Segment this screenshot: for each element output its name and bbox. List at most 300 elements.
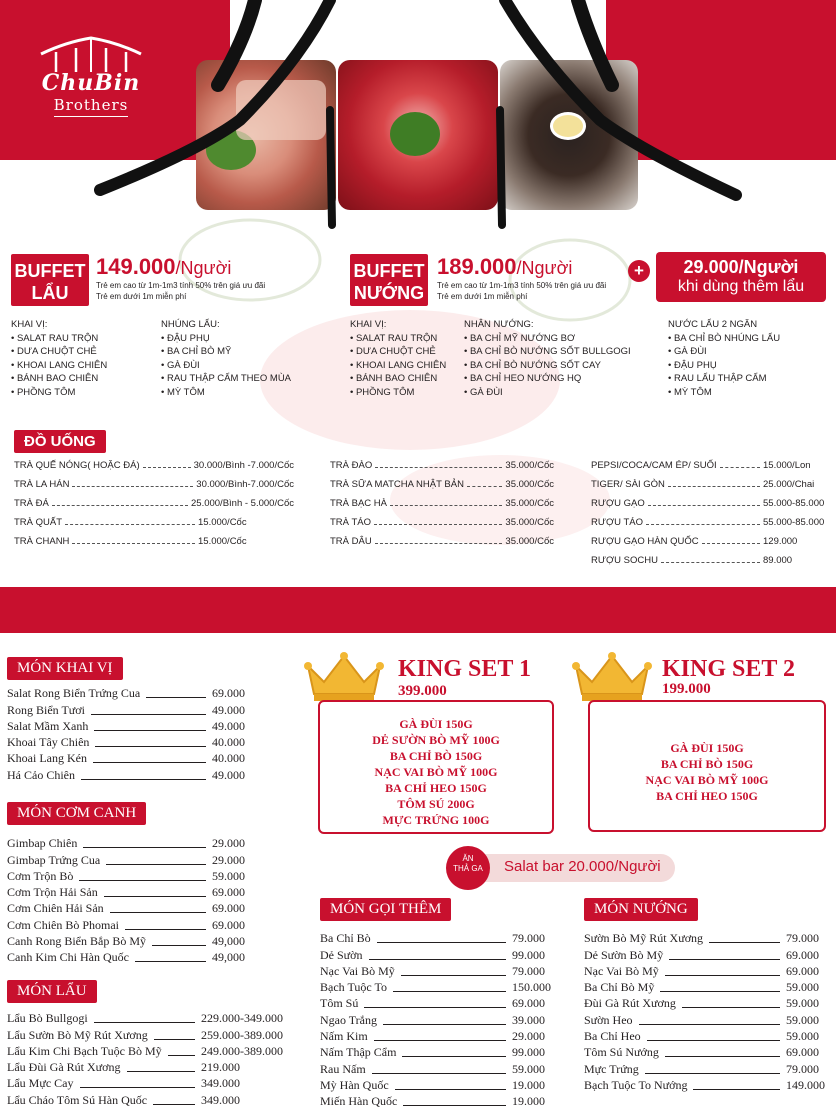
list-item: BA CHỈ BÒ 150G xyxy=(389,749,483,763)
list-item: BA CHỈ HEO 150G xyxy=(385,781,487,795)
table-row xyxy=(7,884,245,900)
drink-price: 15.000/Cốc xyxy=(198,517,247,528)
table-row xyxy=(320,995,556,1011)
dish-name: Nấm Thập Cẩm xyxy=(320,1045,397,1060)
buffet-nuong-khai-vi-title: KHAI VỊ: xyxy=(350,319,387,330)
leader-line xyxy=(110,912,206,913)
table-row xyxy=(584,1044,830,1060)
leader-line xyxy=(403,1105,506,1106)
dish-name: Cơm Chiên Hải Sản xyxy=(7,901,104,916)
brand-subtitle: Brothers xyxy=(54,96,129,117)
drink-name: RƯỢU GẠO xyxy=(591,498,645,509)
dish-name: Cơm Chiên Bò Phomai xyxy=(7,917,120,932)
drink-price: 15.000/Lon xyxy=(763,460,811,471)
table-row xyxy=(7,685,245,701)
drink-name: TRÀ QUẾ NÓNG( HOẶC ĐÁ) xyxy=(14,460,140,471)
drink-price: 30.000/Bình -7.000/Cốc xyxy=(193,460,294,471)
dish-price: 19.000 xyxy=(512,1094,545,1109)
dish-name: Ba Chỉ Bò xyxy=(320,931,371,946)
dish-price: 39.000 xyxy=(512,1012,545,1027)
dish-name: Cơm Trộn Hải Sản xyxy=(7,885,98,900)
dish-price: 59.000 xyxy=(786,1029,819,1044)
dish-price: 79.000 xyxy=(512,963,545,978)
table-row xyxy=(7,718,245,734)
table-row xyxy=(7,701,245,717)
buffet-nuong-price-value: 189.000 xyxy=(437,254,517,279)
dish-price: 69.000 xyxy=(212,885,245,900)
buffet-lau-price xyxy=(96,254,231,280)
dish-price: 59.000 xyxy=(786,1012,819,1027)
table-row xyxy=(330,490,554,509)
com-canh-list xyxy=(7,835,245,965)
leader-line xyxy=(395,1089,506,1090)
table-row xyxy=(7,1043,297,1059)
table-row xyxy=(591,528,831,547)
leader-dots xyxy=(143,467,191,468)
dish-price: 79.000 xyxy=(512,931,545,946)
leader-line xyxy=(127,1071,195,1072)
list-item: • DƯA CHUỘT CHẺ xyxy=(350,346,436,357)
leader-line xyxy=(693,1089,780,1090)
brand-script: ChuBin xyxy=(41,70,141,96)
list-item: • BA CHỈ BÒ NƯỚNG SỐT CAY xyxy=(464,359,601,371)
table-row xyxy=(7,1026,297,1042)
buffet-lau-note-1: Trẻ em cao từ 1m-1m3 tính 50% trên giá ưu đãi xyxy=(96,281,266,290)
buffet-nuong-nhan-nuong xyxy=(464,318,664,399)
leader-line xyxy=(91,714,206,715)
table-row xyxy=(320,1077,556,1093)
list-item: • GÀ ĐÙI xyxy=(161,359,200,371)
table-row xyxy=(7,734,245,750)
table-row xyxy=(7,750,245,766)
table-row xyxy=(7,835,245,851)
buffet-nuong-notes xyxy=(437,280,606,302)
list-item: BA CHỈ HEO 150G xyxy=(656,789,758,803)
buffet-nuong-tag-line1: BUFFET xyxy=(353,261,425,281)
leader-dots xyxy=(390,505,502,506)
table-row xyxy=(584,1060,830,1076)
dish-name: Mực Trứng xyxy=(584,1061,639,1076)
list-item: • ĐẬU PHỤ xyxy=(161,332,210,344)
list-item: • BÁNH BAO CHIÊN xyxy=(11,373,99,384)
dish-name: Sườn Bò Mỹ Rút Xương xyxy=(584,931,704,946)
dish-name: Ngao Trắng xyxy=(320,1012,378,1027)
leader-line xyxy=(669,959,780,960)
dish-price: 40.000 xyxy=(212,735,245,750)
dish-name: Ba Chỉ Bò Mỹ xyxy=(584,980,655,995)
dish-name: Mỳ Hàn Quốc xyxy=(320,1077,389,1092)
leader-line xyxy=(94,1022,195,1023)
leader-line xyxy=(369,959,506,960)
dish-price: 49.000 xyxy=(212,702,245,717)
drink-name: PEPSI/COCA/CAM ÉP/ SUỐI xyxy=(591,460,717,471)
leader-line xyxy=(93,762,206,763)
drink-name: TRÀ ĐÁ xyxy=(14,498,49,509)
table-row xyxy=(591,471,831,490)
table-row xyxy=(584,1011,830,1027)
table-row xyxy=(584,995,830,1011)
dish-name: Gimbap Chiên xyxy=(7,836,78,851)
buffet-lau-tag-line1: BUFFET xyxy=(14,261,86,281)
table-row xyxy=(14,528,294,547)
leader-line xyxy=(135,961,206,962)
nuong-list xyxy=(584,930,830,1093)
dish-name: Miến Hàn Quốc xyxy=(320,1094,398,1109)
table-row xyxy=(14,490,294,509)
drink-name: TRÀ QUẤT xyxy=(14,517,63,528)
dish-name: Há Cảo Chiên xyxy=(7,767,75,782)
dish-price: 59.000 xyxy=(786,980,819,995)
badge-line-2: THẢ GA xyxy=(453,864,483,873)
drinks-column-2 xyxy=(330,452,554,547)
table-row xyxy=(320,930,556,946)
dish-price: 49.000 xyxy=(212,767,245,782)
leader-dots xyxy=(65,524,195,525)
table-row xyxy=(14,452,294,471)
leader-line xyxy=(154,1039,195,1040)
drink-name: RƯỢU GẠO HÀN QUỐC xyxy=(591,536,699,547)
table-row xyxy=(14,509,294,528)
dish-name: Lẩu Mực Cay xyxy=(7,1076,74,1091)
buffet-lau-khai-vi-title: KHAI VỊ: xyxy=(11,319,48,330)
leader-dots xyxy=(72,486,193,487)
dish-name: Nạc Vai Bò Mỹ xyxy=(584,963,659,978)
leader-line xyxy=(95,746,206,747)
table-row xyxy=(7,766,245,782)
table-row xyxy=(584,963,830,979)
dish-name: Gimbap Trứng Cua xyxy=(7,852,101,867)
list-item: GÀ ĐÙI 150G xyxy=(399,717,473,731)
dish-name: Nấm Kim xyxy=(320,1029,368,1044)
buffet-nuong-tag-line2: NƯỚNG xyxy=(353,283,425,303)
dish-name: Khoai Tây Chiên xyxy=(7,735,90,750)
table-row xyxy=(7,1091,297,1107)
dish-price: 69.000 xyxy=(786,947,819,962)
leader-line xyxy=(401,975,506,976)
buffet-lau-notes xyxy=(96,280,265,302)
buffet-nuong-price-unit: /Người xyxy=(516,258,573,278)
list-item: • KHOAI LANG CHIÊN xyxy=(350,359,447,371)
dish-price: 229.000-349.000 xyxy=(201,1011,283,1026)
salat-bar-banner: Salat bar 20.000/Người xyxy=(470,854,675,882)
leader-line xyxy=(647,1040,780,1041)
leader-line xyxy=(364,1007,506,1008)
dish-name: Dẻ Sườn Bò Mỹ xyxy=(584,947,664,962)
list-item: • BA CHỈ BÒ MỸ xyxy=(161,346,232,357)
section-divider-band xyxy=(0,587,836,633)
dish-name: Salat Rong Biển Trứng Cua xyxy=(7,686,141,701)
dish-price: 150.000 xyxy=(512,980,551,995)
list-item: BA CHỈ BÒ 150G xyxy=(660,757,754,771)
crown-icon xyxy=(570,652,654,704)
crown-icon xyxy=(302,652,386,704)
list-item: • BA CHỈ BÒ NHÚNG LẨU xyxy=(668,332,781,344)
list-item: • PHỒNG TÔM xyxy=(11,386,76,398)
leader-line xyxy=(393,991,506,992)
dish-price: 99.000 xyxy=(512,947,545,962)
dish-price: 29.000 xyxy=(212,836,245,851)
table-row xyxy=(320,1028,556,1044)
table-row xyxy=(7,851,245,867)
buffet-nuong-main-title: NHÂN NƯỚNG: xyxy=(464,319,534,330)
table-row xyxy=(320,979,556,995)
leader-dots xyxy=(720,467,760,468)
list-item: • PHỒNG TÔM xyxy=(350,386,415,398)
list-item: • SALAT RAU TRỘN xyxy=(11,332,99,344)
leader-line xyxy=(645,1073,780,1074)
addon-title: NƯỚC LẨU 2 NGĂN xyxy=(668,319,758,330)
buffet-nuong-tag xyxy=(350,254,428,306)
drink-name: TRÀ DÂU xyxy=(330,536,372,547)
buffet-nuong-khai-vi xyxy=(350,318,460,399)
dish-price: 29.000 xyxy=(512,1029,545,1044)
list-item: TÔM SÚ 200G xyxy=(397,797,475,811)
king-set-2-box xyxy=(588,700,826,832)
table-row xyxy=(330,528,554,547)
buffet-lau-main-title: NHÚNG LẨU: xyxy=(161,319,220,330)
leader-line xyxy=(639,1024,780,1025)
khai-vi-list xyxy=(7,685,245,783)
table-row xyxy=(320,1044,556,1060)
dish-price: 69.000 xyxy=(786,963,819,978)
list-item: • SALAT RAU TRỘN xyxy=(350,332,438,344)
lau-title: MÓN LẨU xyxy=(7,980,97,1003)
lau-list xyxy=(7,1010,297,1108)
dish-price: 349.000 xyxy=(201,1076,240,1091)
leader-dots xyxy=(648,505,760,506)
goi-them-list xyxy=(320,930,556,1109)
table-row xyxy=(14,471,294,490)
nuong-title: MÓN NƯỚNG xyxy=(584,898,698,921)
dish-name: Bạch Tuộc To xyxy=(320,980,387,995)
buffet-lau-khai-vi xyxy=(11,318,151,399)
leader-dots xyxy=(646,524,760,525)
list-item: • RAU THẬP CẨM THEO MÙA xyxy=(161,373,292,384)
dish-name: Sườn Heo xyxy=(584,1012,633,1027)
table-row xyxy=(584,1077,830,1093)
dish-price: 59.000 xyxy=(786,996,819,1011)
leader-line xyxy=(81,779,206,780)
leader-line xyxy=(79,880,206,881)
goi-them-title: MÓN GỌI THÊM xyxy=(320,898,451,921)
leader-line xyxy=(660,991,780,992)
addon-price: 29.000/Người xyxy=(683,257,799,277)
dish-name: Tôm Sú Nướng xyxy=(584,1045,659,1060)
leader-line xyxy=(146,697,206,698)
table-row xyxy=(7,868,245,884)
dish-name: Lẩu Bò Bullgogi xyxy=(7,1011,88,1026)
leader-dots xyxy=(52,505,188,506)
drinks-column-1 xyxy=(14,452,294,547)
list-item: • MỲ TÔM xyxy=(161,386,205,398)
table-row xyxy=(591,490,831,509)
leader-dots xyxy=(668,486,760,487)
buffet-nuong-note-2: Trẻ em dưới 1m miễn phí xyxy=(437,292,528,301)
dish-price: 99.000 xyxy=(512,1045,545,1060)
table-row xyxy=(584,946,830,962)
list-item: • GÀ ĐÙI xyxy=(668,346,707,357)
dish-name: Lẩu Kim Chi Bạch Tuộc Bò Mỹ xyxy=(7,1043,162,1058)
buffet-lau-price-unit: /Người xyxy=(175,258,232,278)
com-canh-title: MÓN CƠM CANH xyxy=(7,802,146,825)
dish-price: 69.000 xyxy=(212,686,245,701)
leader-dots xyxy=(375,467,502,468)
leader-dots xyxy=(661,562,760,563)
table-row xyxy=(7,1059,297,1075)
dish-name: Canh Rong Biển Bắp Bò Mỹ xyxy=(7,934,147,949)
addon-desc: khi dùng thêm lẩu xyxy=(677,278,805,295)
king-set-2-title: KING SET 2 xyxy=(662,656,795,682)
dish-price: 59.000 xyxy=(512,1061,545,1076)
leader-line xyxy=(125,929,206,930)
buffet-lau-price-value: 149.000 xyxy=(96,254,176,279)
table-row xyxy=(584,1028,830,1044)
dish-name: Bạch Tuộc To Nướng xyxy=(584,1077,688,1092)
drinks-title: ĐỒ UỐNG xyxy=(14,430,106,453)
drink-price: 25.000/Bình - 5.000/Cốc xyxy=(191,498,294,509)
table-row xyxy=(7,900,245,916)
leader-line xyxy=(80,1087,196,1088)
leader-dots xyxy=(467,486,502,487)
list-item: • DƯA CHUỘT CHẺ xyxy=(11,346,97,357)
list-item: • ĐẬU PHỤ xyxy=(668,359,717,371)
leader-dots xyxy=(375,543,503,544)
table-row xyxy=(330,471,554,490)
drink-price: 30.000/Bình-7.000/Cốc xyxy=(196,479,294,490)
drink-name: RƯỢU TÁO xyxy=(591,517,643,528)
leader-line xyxy=(83,847,206,848)
list-item: • GÀ ĐÙI xyxy=(464,386,503,398)
dish-price: 69.000 xyxy=(212,917,245,932)
leader-line xyxy=(377,942,506,943)
buffet-lau-nhung-lau xyxy=(161,318,331,399)
dish-price: 79.000 xyxy=(786,1061,819,1076)
brand-logo xyxy=(36,30,146,125)
dish-price: 219.000 xyxy=(201,1060,240,1075)
dish-price: 149.000 xyxy=(786,1077,825,1092)
leader-dots xyxy=(72,543,195,544)
leader-line xyxy=(709,942,780,943)
leader-line xyxy=(402,1056,506,1057)
king-set-2-price: 199.000 xyxy=(662,681,711,697)
drink-name: TIGER/ SÀI GÒN xyxy=(591,479,665,490)
leader-line xyxy=(152,945,206,946)
plus-icon: + xyxy=(628,260,650,282)
dish-name: Cơm Trộn Bò xyxy=(7,868,74,883)
dish-name: Khoai Lang Kén xyxy=(7,751,87,766)
table-row xyxy=(591,547,831,566)
badge-line-1: ĂN xyxy=(462,854,474,863)
list-item: • BÁNH BAO CHIÊN xyxy=(350,373,438,384)
addon-price-box xyxy=(656,252,826,302)
buffet-lau-tag-line2: LẨU xyxy=(31,283,69,303)
drink-name: TRÀ ĐÀO xyxy=(330,460,373,471)
dish-name: Lẩu Sườn Bò Mỹ Rút Xương xyxy=(7,1027,148,1042)
dish-name: Rau Nấm xyxy=(320,1061,366,1076)
table-row xyxy=(7,933,245,949)
table-row xyxy=(591,509,831,528)
drinks-column-3 xyxy=(591,452,831,566)
table-row xyxy=(320,963,556,979)
buffet-nuong-price xyxy=(437,254,572,280)
dish-name: Ba Chỉ Heo xyxy=(584,1029,641,1044)
drink-price: 35.000/Cốc xyxy=(505,517,554,528)
table-row xyxy=(320,1093,556,1109)
table-row xyxy=(7,1075,297,1091)
dish-name: Đùi Gà Rút Xương xyxy=(584,996,676,1011)
addon-list xyxy=(668,318,828,399)
dish-price: 49.000 xyxy=(212,718,245,733)
dish-price: 69.000 xyxy=(212,901,245,916)
dish-price: 69.000 xyxy=(512,996,545,1011)
dish-name: Lẩu Đùi Gà Rút Xương xyxy=(7,1060,121,1075)
table-row xyxy=(320,946,556,962)
drink-price: 55.000-85.000 xyxy=(763,517,825,528)
drink-price: 35.000/Cốc xyxy=(505,479,554,490)
drink-name: RƯỢU SOCHU xyxy=(591,555,658,566)
list-item: • BA CHỈ HEO NƯỚNG HQ xyxy=(464,373,582,384)
leader-line xyxy=(94,730,206,731)
list-item: DẺ SƯỜN BÒ MỸ 100G xyxy=(372,733,500,747)
king-set-1-price: 399.000 xyxy=(398,683,447,699)
king-set-1-title: KING SET 1 xyxy=(398,656,531,682)
list-item: • KHOAI LANG CHIÊN xyxy=(11,359,108,371)
list-item: • BA CHỈ BÒ NƯỚNG SỐT BULLGOGI xyxy=(464,346,631,357)
drink-price: 25.000/Chai xyxy=(763,479,815,490)
buffet-nuong-note-1: Trẻ em cao từ 1m-1m3 tính 50% trên giá ưu đãi xyxy=(437,281,607,290)
leader-dots xyxy=(374,524,502,525)
drink-price: 35.000/Cốc xyxy=(505,536,554,547)
table-row xyxy=(330,509,554,528)
drink-price: 35.000/Cốc xyxy=(505,460,554,471)
table-row xyxy=(7,1010,297,1026)
dish-price: 49,000 xyxy=(212,950,245,965)
table-row xyxy=(584,979,830,995)
leader-line xyxy=(665,1056,780,1057)
dish-price: 79.000 xyxy=(786,931,819,946)
table-row xyxy=(591,452,831,471)
dish-name: Lẩu Cháo Tôm Sú Hàn Quốc xyxy=(7,1092,148,1107)
leader-line xyxy=(106,864,206,865)
dish-name: Nạc Vai Bò Mỹ xyxy=(320,963,395,978)
dish-name: Rong Biển Tươi xyxy=(7,702,85,717)
leader-line xyxy=(374,1040,506,1041)
leader-line xyxy=(104,896,206,897)
dish-price: 259.000-389.000 xyxy=(201,1027,283,1042)
drink-name: TRÀ SỮA MATCHA NHẬT BẢN xyxy=(330,479,464,490)
dish-name: Dẻ Sườn xyxy=(320,947,363,962)
leader-line xyxy=(383,1024,506,1025)
dish-price: 49,000 xyxy=(212,934,245,949)
pagoda-roof-icon xyxy=(36,34,146,74)
dish-name: Salat Mầm Xanh xyxy=(7,718,89,733)
drink-price: 89.000 xyxy=(763,555,793,566)
table-row xyxy=(330,452,554,471)
dish-price: 40.000 xyxy=(212,751,245,766)
dish-price: 69.000 xyxy=(786,1045,819,1060)
dish-price: 59.000 xyxy=(212,868,245,883)
list-item: NẠC VAI BÒ MỸ 100G xyxy=(645,773,769,787)
khai-vi-title: MÓN KHAI VỊ xyxy=(7,657,123,680)
list-item: • BA CHỈ MỸ NƯỚNG BƠ xyxy=(464,332,576,344)
list-item: MỰC TRỨNG 100G xyxy=(382,813,490,827)
dish-price: 249.000-389.000 xyxy=(201,1043,283,1058)
leader-line xyxy=(153,1104,195,1105)
table-row xyxy=(584,930,830,946)
an-tha-ga-badge xyxy=(446,846,490,890)
buffet-lau-tag xyxy=(11,254,89,306)
drink-name: TRÀ CHANH xyxy=(14,536,70,547)
